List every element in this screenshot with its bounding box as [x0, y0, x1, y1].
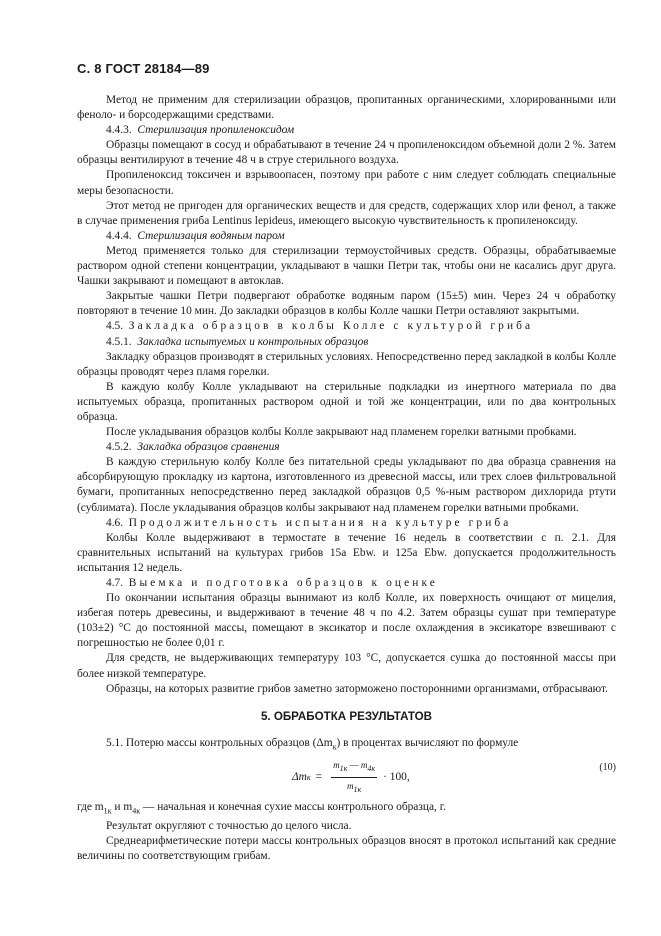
paragraph: Образцы, на которых развитие грибов заметно заторможено посторонними организмами, отбрасывают. — [106, 682, 608, 695]
text-run: и m — [111, 801, 133, 814]
subsection-title: Стерилизация пропиленоксидом — [137, 124, 295, 137]
paragraph: Метод применяется только для стерилизации термоустойчивых средств. Образцы, обрабатываемые раствором одной степени концентрации, укладывают в чашки Петри так, чтобы они не касались друг друга. Чашки закрывают и помещают в автоклав. — [77, 244, 616, 288]
paragraph: Закрытые чашки Петри подвергают обработке водяным паром (15±5) мин. Через 24 ч обработку повторяют в течение 10 мин. До закладки образцов в колбы Колле чашки Петри оставляют закрытыми. — [77, 290, 616, 318]
paragraph-where — [77, 800, 616, 818]
section-5-heading: 5. ОБРАБОТКА РЕЗУЛЬТАТОВ — [260, 709, 433, 723]
fraction-numerator — [331, 758, 377, 778]
subsection-title: Стерилизация водяным паром — [137, 229, 285, 242]
formula-lhs: Δm — [292, 771, 307, 784]
subsection-heading-4-4-3 — [77, 123, 616, 138]
paragraph: Пропиленоксид токсичен и взрывоопасен, поэтому при работе с ним следует соблюдать специальные меры безопасности. — [77, 169, 616, 197]
document-body — [77, 93, 616, 864]
text-run: где m — [77, 801, 104, 814]
paragraph: Колбы Колле выдерживают в термостате в течение 16 недель в соответствии с п. 2.1. Для сравнительных испытаний на культурах грибов 15а Ebw. и 125а Ebw. допускается продолжительность испытания 12 недель. — [77, 531, 616, 574]
subscript: к — [306, 773, 311, 783]
section-heading-4-7 — [77, 576, 616, 591]
minus-sign: — — [347, 760, 361, 771]
formula-fraction — [331, 758, 377, 797]
paragraph-5-1 — [77, 736, 616, 754]
subsection-heading-4-4-4 — [77, 229, 616, 244]
subscript: 4к — [367, 764, 376, 774]
paragraph: Для средств, не выдерживающих температуру 103 °С, допускается сушка до постоянной массы при более низкой температуре. — [77, 652, 616, 680]
subscript: 4к — [132, 806, 141, 816]
text-run: — начальная и конечная сухие массы контрольного образца, г. — [140, 801, 446, 814]
subscript: 1к — [103, 806, 112, 816]
text-run: ) в процентах вычисляют по формуле — [336, 736, 519, 749]
paragraph: Образцы помещают в сосуд и обрабатывают в течение 24 ч пропиленоксидом объемной доли 2 %. Затем образцы вентилируют в течение 48 ч в струе стерильного воздуха. — [77, 139, 616, 167]
section-heading-4-5 — [77, 319, 616, 334]
paragraph: Этот метод не пригоден для органических веществ и для средств, содержащих хлор или фенол, а также в случае применения гриба Lentinus lepideus, имеющего высокую чувствительность к пропиленоксиду. — [77, 199, 616, 227]
paragraph: Закладку образцов производят в стерильных условиях. Непосредственно перед закладкой в колбы Колле образцы проводят через пламя горелки. — [77, 350, 616, 378]
subsection-heading-4-5-1 — [77, 335, 616, 350]
section-title: Закладка образцов в колбы Колле с культурой гриба — [128, 320, 534, 333]
var: m — [360, 760, 368, 771]
paragraph: После укладывания образцов колбы Колле закрывают над пламенем горелки ватными пробками. — [106, 426, 577, 439]
formula-expression — [292, 758, 410, 797]
paragraph: Метод не применим для стерилизации образцов, пропитанных органическими, хлорированными или феноло- и борсодержащими средствами. — [77, 94, 616, 122]
section-number: 4.6. — [106, 516, 124, 529]
paragraph: Среднеарифметические потери массы контрольных образцов вносят в протокол испытаний как средние величины по соответствующим грибам. — [77, 834, 616, 862]
paragraph: Результат округляют с точностью до целого числа. — [106, 819, 352, 832]
paragraph: В каждую стерильную колбу Колле без питательной среды укладывают по два образца сравнения на абсорбирующую прокладку из картона, изготовленного из древесной массы, или трех слоев фильтровальной бумаги, пропитанных непосредственно перед закладкой образцов 0,5 %-ным раствором дихлорида ртути (сублимата). После укладывания образцов колбы закрывают над пламенем горелки ватными пробками. — [77, 456, 616, 514]
section-title: Выемка и подготовка образцов к оценке — [128, 577, 438, 589]
var: m — [333, 760, 340, 771]
subscript: к — [332, 742, 337, 752]
paragraph: В каждую колбу Колле укладывают на стерильные подкладки из инертного материала по два испытуемых образца, пропитанных раствором одной и той же концентрации, или по два контрольных образца. — [77, 380, 616, 423]
subscript: 1к — [339, 764, 348, 774]
section-number: 4.7. — [106, 577, 124, 589]
subsection-number: 4.5.1. — [106, 335, 132, 348]
page-header: С. 8 ГОСТ 28184—89 — [77, 61, 210, 76]
equation-number: (10) — [599, 762, 616, 774]
var: m — [346, 781, 354, 792]
subsection-title: Закладка испытуемых и контрольных образцов — [137, 335, 369, 348]
subsection-number: 4.4.3. — [106, 124, 132, 137]
section-title: Продолжительность испытания на культуре гриба — [128, 516, 512, 529]
section-number: 4.5. — [106, 320, 124, 333]
subsection-heading-4-5-2 — [77, 440, 616, 455]
section-heading-4-6 — [77, 516, 616, 531]
subsection-number: 4.5.2. — [106, 441, 132, 454]
paragraph: По окончании испытания образцы вынимают из колб Колле, их поверхность очищают от мицелия, избегая потерь древесины, и выдерживают в течение 48 ч по 4.2. Затем образцы сушат при температуре (103±2) °С до постоянной массы, помещают в эксикатор и после охлаждения в эксикаторе взвешивают с погрешностью не более 0,01 г. — [77, 592, 616, 650]
formula-tail: · 100, — [383, 771, 410, 784]
equals-sign: = — [315, 771, 323, 784]
fraction-denominator — [347, 778, 361, 797]
subsection-title: Закладка образцов сравнения — [137, 441, 280, 454]
subsection-number: 4.4.4. — [106, 229, 132, 242]
text-run: 5.1. Потерю массы контрольных образцов (Δm — [106, 736, 333, 749]
subscript: 1к — [353, 784, 362, 794]
formula-10 — [77, 756, 616, 800]
